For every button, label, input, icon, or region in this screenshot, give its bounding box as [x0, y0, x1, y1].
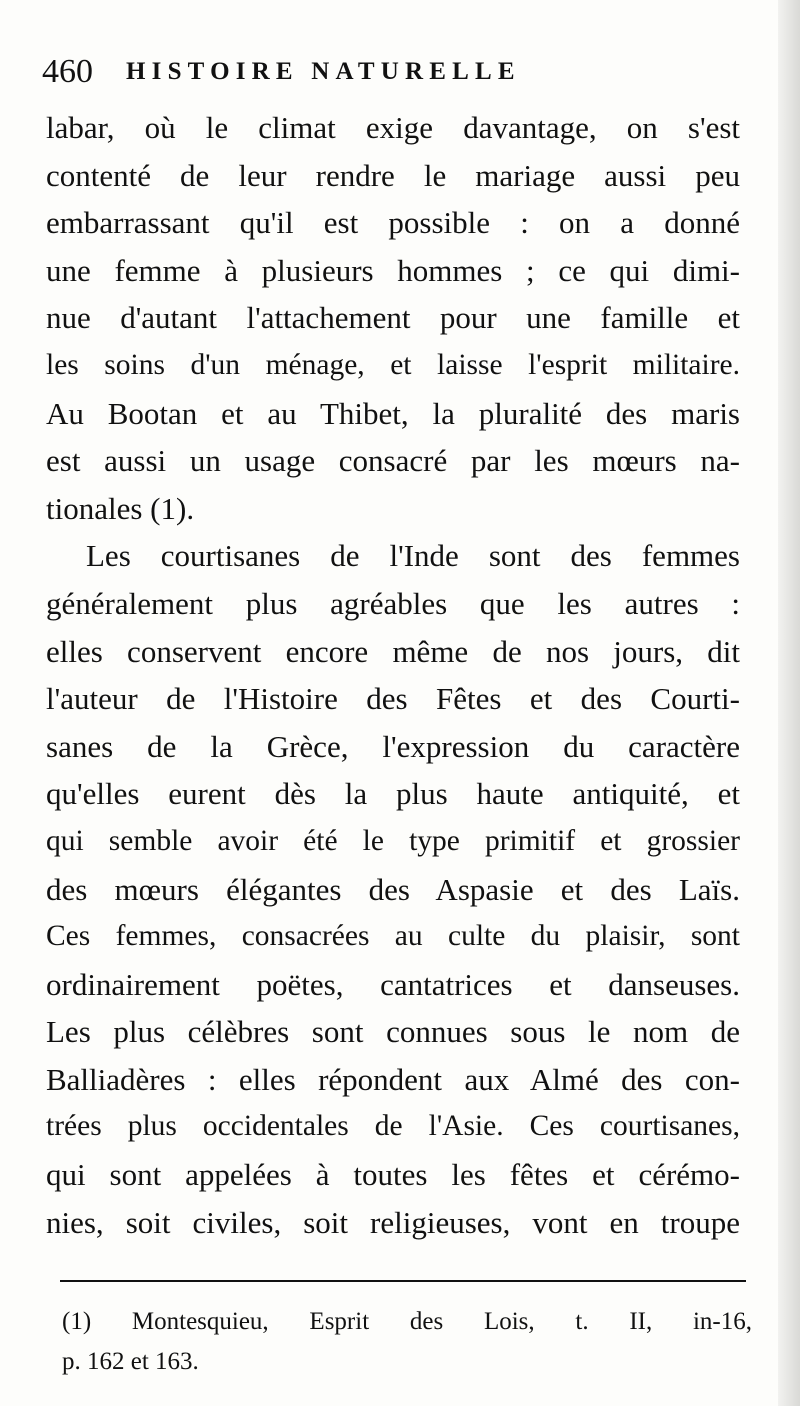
text-line: ordinairement poëtes, cantatrices et danseuses. [46, 966, 740, 1002]
text-line: elles conservent encore même de nos jours, dit [46, 633, 740, 669]
text-line: généralement plus agréables que les autres : [46, 585, 740, 621]
text-line: une femme à plusieurs hommes ; ce qui dimi- [46, 252, 740, 288]
text-line: Les plus célèbres sont connues sous le nom de [46, 1014, 740, 1050]
text-line: les soins d'un ménage, et laisse l'esprit militaire. [46, 348, 740, 381]
text-line: Ces femmes, consacrées au culte du plaisir, sont [46, 920, 740, 953]
body-text [46, 104, 740, 1246]
text-line: sanes de la Grèce, l'expression du caractère [46, 728, 740, 764]
text-line: nue d'autant l'attachement pour une famille et [46, 300, 740, 336]
text-line: contenté de leur rendre le mariage aussi peu [46, 157, 740, 193]
text-line: qui semble avoir été le type primitif et grossier [46, 824, 740, 857]
text-line: est aussi un usage consacré par les mœurs na- [46, 443, 740, 479]
footnote [62, 1302, 752, 1382]
page-header [42, 52, 742, 92]
text-line: qu'elles eurent dès la plus haute antiquité, et [46, 776, 740, 812]
text-line: qui sont appelées à toutes les fêtes et cérémo- [46, 1157, 740, 1193]
running-head: HISTOIRE NATURELLE [126, 58, 521, 85]
page-edge-shadow [778, 0, 800, 1406]
text-line: embarrassant qu'il est possible : on a donné [46, 205, 740, 241]
text-line: Balliadères : elles répondent aux Almé des con- [46, 1061, 740, 1097]
footnote-line: p. 162 et 163. [62, 1348, 199, 1375]
text-line: nies, soit civiles, soit religieuses, vont en troupe [46, 1204, 740, 1240]
paragraph-start-line: Les courtisanes de l'Inde sont des femmes [86, 538, 740, 574]
text-line: trées plus occidentales de l'Asie. Ces courtisanes, [46, 1110, 740, 1143]
text-line: labar, où le climat exige davantage, on s'est [46, 110, 740, 145]
footnote-line: (1) Montesquieu, Esprit des Lois, t. II, in-16, [62, 1308, 752, 1335]
page-number: 460 [42, 53, 93, 90]
text-line: l'auteur de l'Histoire des Fêtes et des Courti- [46, 681, 740, 717]
text-line: Au Bootan et au Thibet, la pluralité des maris [46, 395, 740, 431]
text-line: des mœurs élégantes des Aspasie et des Laïs. [46, 871, 740, 907]
text-line: tionales (1). [46, 490, 195, 526]
footnote-rule [60, 1280, 746, 1282]
